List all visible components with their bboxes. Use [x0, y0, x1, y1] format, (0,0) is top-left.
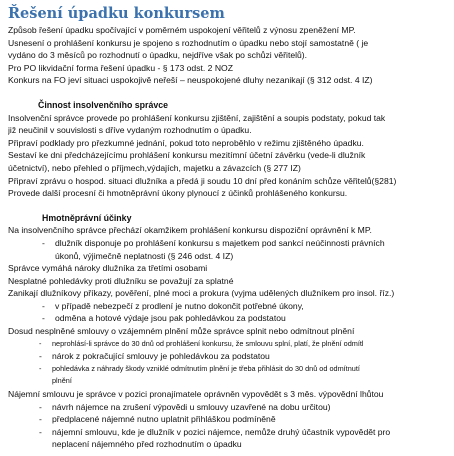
section-line: účetnictví), nebo přehled o příjmech,výdajích, majetku a závazcích (§ 277 IZ): [8, 162, 301, 173]
intro-line: Způsob řešení úpadku spočívající v poměrném uspokojení věřitelů z výnosu zpeněžení MP.: [8, 25, 356, 35]
bullet-item: [8, 413, 448, 426]
section-line: Nesplatné pohledávky proti dlužníku se považují za splatné: [8, 275, 234, 286]
bullet-continuation: plnění: [52, 376, 72, 386]
dash-bullet-icon: -: [42, 300, 45, 311]
bullet-item: [8, 312, 448, 325]
bullet-text: neprohlásí-li správce do 30 dnů od prohlášení konkursu, že smlouvu splní, platí, že plnění odmítl: [52, 338, 364, 348]
dash-bullet-icon: -: [39, 414, 42, 425]
intro-line: Usnesení o prohlášení konkursu je spojeno s rozhodnutím o úpadku nebo stojí samostatně ( je: [8, 37, 369, 48]
section-line: Sestaví ke dni předcházejícímu prohlášení konkursu mezitímní účetní závěrku (vede-li dlužník: [8, 150, 366, 161]
dash-bullet-icon: -: [39, 363, 42, 373]
section-heading-spravce: Činnost insolvenčního správce: [38, 99, 169, 110]
section-heading-ucinky: Hmotněprávní účinky: [42, 212, 132, 223]
bullet-text: odměna a hotové výdaje jsou pak pohledávkou za podstatou: [55, 313, 286, 324]
bullet-continuation: neplacení nájemného před rozhodnutím o úpadku: [52, 439, 242, 450]
section-line: Na insolvenčního správce přechází okamžikem prohlášení konkursu dispoziční oprávnění k MP.: [8, 225, 372, 236]
section-line: Insolvenční správce provede po prohlášení konkursu zjištění, zajištění a soupis podstaty, pokud tak: [8, 112, 386, 123]
bullet-text: návrh nájemce na zrušení výpovědi u smlouvy uzavřené na dobu určitou): [52, 401, 331, 412]
bullet-item: [8, 363, 448, 376]
section-line: již neučinil v souvislosti s dříve vydaným rozhodnutím o úpadku.: [8, 125, 252, 136]
intro-line: Pro PO likvidační forma řešení úpadku - § 173 odst. 2 NOZ: [8, 62, 233, 73]
intro-block: [8, 24, 448, 87]
bullet-text: nárok z pokračující smlouvy je pohledávkou za podstatou: [52, 351, 270, 362]
intro-line: vydáno do 3 měsíců po rozhodnutí o úpadku, nejdříve však po schůzi věřitelů).: [8, 50, 308, 61]
section-line: Zanikají dlužníkovy příkazy, pověření, plné moci a prokura (vyjma udělených dlužníkem pro insol. říz.): [8, 288, 395, 299]
section-spravce-body: [8, 112, 448, 200]
bullet-item: [8, 237, 448, 250]
dash-bullet-icon: -: [39, 426, 42, 437]
bullet-text: nájemní smlouvu, kde je dlužník v pozici nájemce, nemůže druhý účastník vypovědět pro: [52, 426, 391, 437]
bullet-item: [8, 401, 448, 414]
bullet-item: [8, 338, 448, 351]
bullet-item: [8, 426, 448, 439]
section-line: Provede další procesní či hmotněprávní úkony plynoucí z účinků prohlášeného konkursu.: [8, 188, 348, 199]
page-title: Řešení úpadku konkursem: [8, 5, 225, 22]
section-line: Dosud nesplněné smlouvy o vzájemném plnění může správce splnit nebo odmítnout plnění: [8, 326, 355, 337]
dash-bullet-icon: -: [39, 338, 42, 348]
dash-bullet-icon: -: [39, 351, 42, 362]
intro-line: Konkurs na FO jeví situaci uspokojivě neřeší – neuspokojené dluhy nezanikají (§ 312 odst. 4 IZ): [8, 75, 373, 86]
bullet-text: v případě nebezpečí z prodlení je nutno dokončit potřebné úkony,: [55, 300, 304, 311]
bullet-item: [8, 300, 448, 313]
bullet-continuation: úkonů, výjimečně neplatnosti (§ 246 odst. 4 IZ): [55, 250, 234, 261]
section-line: Připraví podklady pro přezkumné jednání, pokud toto neproběhlo v režimu zjištěného úpadku.: [8, 137, 364, 148]
bullet-text: pohledávka z náhrady škody vzniklé odmítnutím plnění je třeba přihlásit do 30 dnů od odmítnutí: [52, 363, 360, 373]
dash-bullet-icon: -: [39, 401, 42, 412]
section-line: Správce vymáhá nároky dlužníka za třetími osobami: [8, 263, 208, 274]
spacer: [8, 200, 448, 212]
section-ucinky-body: [8, 224, 448, 451]
dash-bullet-icon: -: [42, 237, 45, 248]
spacer: [8, 87, 448, 99]
bullet-item: [8, 350, 448, 363]
dash-bullet-icon: -: [42, 313, 45, 324]
bullet-text: dlužník disponuje po prohlášení konkursu s majetkem pod sankcí neúčinnosti právních: [55, 237, 385, 248]
section-line: Nájemní smlouvu je správce v pozici pronajímatele oprávněn vypovědět s 3 měs. výpovědní lhůtou: [8, 389, 384, 400]
bullet-text: předplacené nájemné nutno uplatnit přihláškou podmíněně: [52, 414, 276, 425]
section-line: Připraví zprávu o hospod. situaci dlužníka a předá ji soudu 10 dní před konáním schůze věřitelů(§281): [8, 175, 397, 186]
